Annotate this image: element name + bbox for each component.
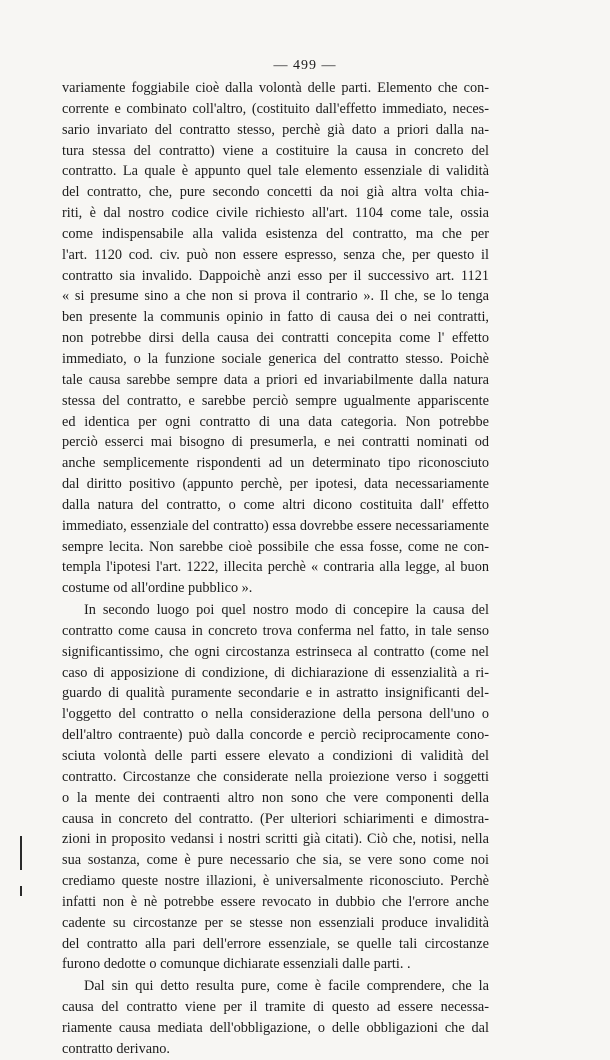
text-line: l'oggetto del contratto o nella considerazione della persona dell'uno o (62, 706, 489, 723)
text-line: non potrebbe dirsi della causa dei contratti concepita come l' effetto (62, 330, 489, 347)
text-line: sciuta volontà delle parti essere elevato a condizioni di validità del (62, 748, 489, 764)
text-line: crediamo queste nostre illazioni, è universalmente riconosciuto. Perchè (62, 873, 489, 890)
text-line: immediato, essenziale del contratto) essa dovrebbe essere necessariamente (62, 517, 489, 534)
text-line: o la mente dei contraenti altro non sono che vere componenti della (62, 789, 489, 806)
text-line: dell'altro contraente) può dalla concorde e perciò reciprocamente cono- (62, 727, 489, 744)
text-line: tura stessa del contratto) viene a costituire la causa in concreto del (62, 142, 489, 159)
text-line: tale causa sarebbe sempre data a priori ed invariabilmente dalla natura (62, 371, 489, 388)
text-line: anche semplicemente rispondenti ad un determinato tipo riconosciuto (62, 455, 489, 472)
text-line: templa l'ipotesi l'art. 1222, illecita perchè « contraria alla legge, al buon (62, 559, 489, 576)
text-line: caso di apposizione di condizione, di dichiarazione di essenzialità a ri- (62, 664, 489, 681)
body-text (62, 78, 489, 1060)
paragraph (62, 976, 489, 1059)
text-line: ed identica per ogni contratto di una data categoria. Non potrebbe (62, 413, 489, 430)
text-line: dalla natura del contratto, o come altri dicono costituita dall' effetto (62, 496, 489, 513)
text-line: contratto. Circostanze che considerate nella proiezione verso i soggetti (62, 768, 489, 785)
text-line: guardo di qualità puramente secondarie e in astratto insignificanti del- (62, 685, 489, 702)
text-line: sempre lecita. Non sarebbe cioè possibile che essa fosse, come ne con- (62, 538, 489, 555)
text-line: come indispensabile alla valida esistenza del contratto, ma che per (62, 225, 489, 242)
text-line: In secondo luogo poi quel nostro modo di concepire la causa del (84, 602, 489, 619)
text-line: zioni in proposito vedansi i nostri scritti già citati). Ciò che, notisi, nella (62, 831, 489, 848)
text-line: l'art. 1120 cod. civ. può non essere espresso, senza che, per questo il (62, 246, 489, 263)
text-line: contratto derivano. (62, 1040, 170, 1057)
margin-mark (20, 886, 22, 896)
margin-mark (20, 836, 22, 870)
text-line: sua sostanza, come è pure necessario che sia, se vere sono come noi (62, 852, 489, 869)
text-line: contratto sia invalido. Dappoichè anzi esso per il successivo art. 1121 (62, 267, 489, 284)
text-line: furono dedotte o comunque dichiarate essenziali dalle parti. . (62, 956, 411, 973)
text-line: costume od all'ordine pubblico ». (62, 580, 253, 597)
text-line: contratto come causa in concreto trova conferma nel fatto, in tale senso (62, 622, 489, 639)
text-line: dal diritto positivo (appunto perchè, per ipotesi, data necessariamente (62, 476, 489, 493)
text-line: causa in concreto del contratto. (Per ulteriori schiarimenti e dimostra- (62, 810, 489, 827)
text-line: « si presume sino a che non si prova il contrario ». Il che, se lo tenga (62, 288, 489, 305)
text-line: corrente e combinato coll'altro, (costituito dall'effetto immediato, neces- (62, 100, 489, 117)
text-line: ben presente la communis opinio in fatto di causa dei o nei contratti, (62, 309, 489, 326)
text-line: del contratto alla pari dell'errore essenziale, se quelle tali circostanze (62, 935, 489, 952)
paragraph (62, 78, 489, 599)
text-line: infatti non è nè potrebbe essere revocato in dubbio che l'errore anche (62, 893, 489, 910)
text-line: perciò esserci mai bisogno di presumerla, e nei contratti nominati od (62, 434, 489, 451)
text-line: stessa del contratto, e sarebbe perciò sempre ugualmente appariscente (62, 392, 489, 409)
text-line: cadente su circostanze per se stesse non essenziali produce invalidità (62, 914, 489, 931)
text-line: riamente causa mediata dell'obbligazione, o delle obbligazioni che dal (62, 1019, 489, 1036)
text-line: causa del contratto viene per il tramite di questo ad essere necessa- (62, 999, 489, 1016)
paragraph (62, 600, 489, 975)
text-line: immediato, o la funzione sociale generica del contratto stesso. Poichè (62, 350, 489, 367)
text-line: variamente foggiabile cioè dalla volontà delle parti. Elemento che con- (62, 80, 489, 96)
text-line: contratto. La quale è appunto quel tale elemento essenziale di validità (62, 163, 489, 180)
page-number: — 499 — (273, 58, 337, 73)
text-line: Dal sin qui detto resulta pure, come è facile comprendere, che la (84, 978, 489, 995)
text-line: del contratto, che, pure secondo concetti da noi già altra volta chia- (62, 184, 489, 201)
text-line: significantissimo, che ogni circostanza estrinseca al contratto (come nel (62, 643, 489, 660)
text-line: riti, è dal nostro codice civile richiesto all'art. 1104 come tale, ossia (62, 205, 489, 222)
text-line: sario invariato del contratto stesso, perchè già dato a priori dalla na- (62, 121, 489, 138)
